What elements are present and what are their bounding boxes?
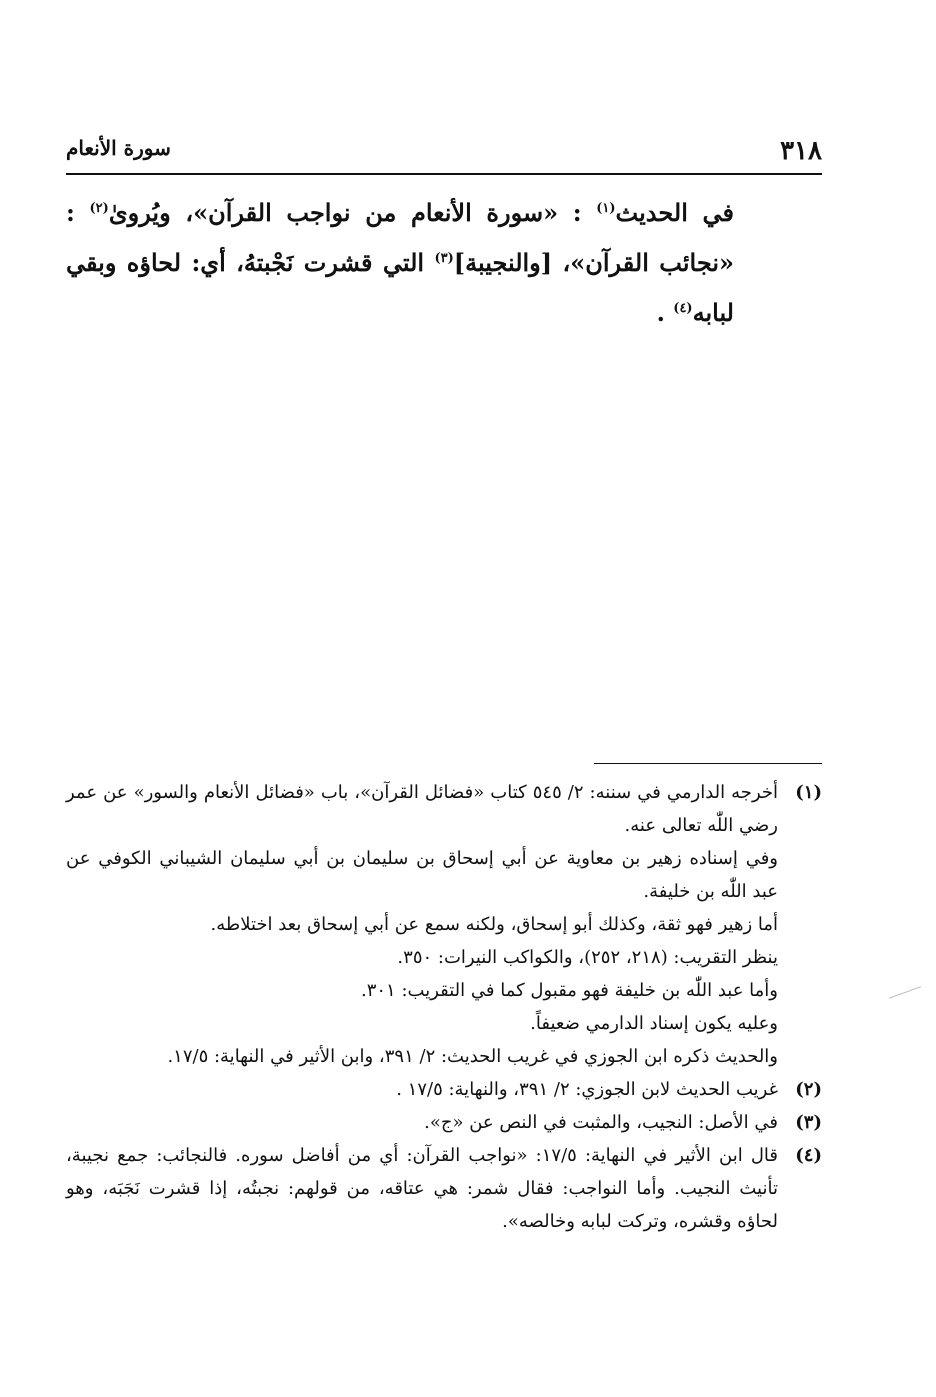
main-paragraph [66, 188, 822, 338]
footnote-ref-3[interactable]: (٣) [434, 251, 454, 266]
footnote-line: غريب الحديث لابن الجوزي: ٢/ ٣٩١، والنهاية: ١٧/٥ . [396, 1079, 778, 1100]
header-divider [66, 173, 822, 175]
footnote-ref-4[interactable]: (٤) [673, 301, 693, 316]
footnote-body [66, 1073, 778, 1106]
footnote-3 [66, 1106, 822, 1139]
footnote-line: أما زهير فهو ثقة، وكذلك أبو إسحاق، ولكنه سمع عن أبي إسحاق بعد اختلاطه. [210, 914, 778, 935]
footnote-number: (٤) [795, 1145, 822, 1166]
surah-title: سورة الأنعام [66, 136, 171, 160]
footnote-number: (١) [795, 782, 822, 803]
main-text-segment: في الحديث [615, 198, 734, 227]
footnote-divider [594, 763, 822, 764]
footnote-line: وفي إسناده زهير بن معاوية عن أبي إسحاق بن سليمان بن أبي سليمان الشيباني الكوفي عن عبد اللّٰه بن خليفة. [66, 848, 778, 902]
footnote-2 [66, 1073, 822, 1106]
footnote-number: (٣) [795, 1112, 822, 1133]
footnote-body [66, 1139, 778, 1238]
main-text [66, 188, 822, 338]
page-number: ٣١٨ [780, 136, 822, 166]
footnote-number: (٢) [795, 1079, 822, 1100]
footnote-ref-1[interactable]: (١) [596, 201, 616, 216]
main-text-segment: : «سورة الأنعام من نواجب القرآن»، ويُروىٰ [108, 198, 597, 227]
footnote-line: أخرجه الدارمي في سننه: ٢/ ٥٤٥ كتاب «فضائل القرآن»، باب «فضائل الأنعام والسور» عن عمر رضي اللّٰه تعالى عنه. [66, 782, 778, 836]
footnote-line: ينظر التقريب: (٢١٨، ٢٥٢)، والكواكب النيرات: ٣٥٠. [397, 947, 778, 968]
main-text-segment: : «نجائب القرآن»، [والنجيبة] [66, 198, 734, 277]
footnote-line: وأما عبد اللّٰه بن خليفة فهو مقبول كما في التقريب: ٣٠١. [360, 980, 778, 1001]
footnotes [66, 776, 822, 1238]
footnote-line: قال ابن الأثير في النهاية: ١٧/٥: «نواجب القرآن: أي من أفاضل سوره. فالنجائب: جمع نجيبة، تأنيث النجيب. وأما النواجب: فقال شمر: هي عتاقه، من قولهم: نجبتُه، إذا قشرت نَجَبَه، وهو لحاؤه وقشره، وتركت لبابه وخالصه». [66, 1145, 778, 1232]
scan-mark [889, 986, 921, 999]
footnote-line: وعليه يكون إسناد الدارمي ضعيفاً. [530, 1013, 778, 1034]
footnote-line: والحديث ذكره ابن الجوزي في غريب الحديث: ٢/ ٣٩١، وابن الأثير في النهاية: ١٧/٥. [167, 1046, 778, 1067]
page-header [66, 128, 822, 172]
main-text-segment: . [656, 298, 674, 327]
footnote-1 [66, 776, 822, 1073]
footnote-body [66, 1106, 778, 1139]
footnote-body [66, 776, 778, 1073]
footnote-4 [66, 1139, 822, 1238]
footnote-ref-2[interactable]: (٢) [89, 201, 109, 216]
footnote-line: في الأصل: النجيب، والمثبت في النص عن «ج». [424, 1112, 778, 1133]
main-text-segment: التي قشرت نَجْبتهُ، أي: لحاؤه وبقي لبابه [66, 248, 734, 327]
